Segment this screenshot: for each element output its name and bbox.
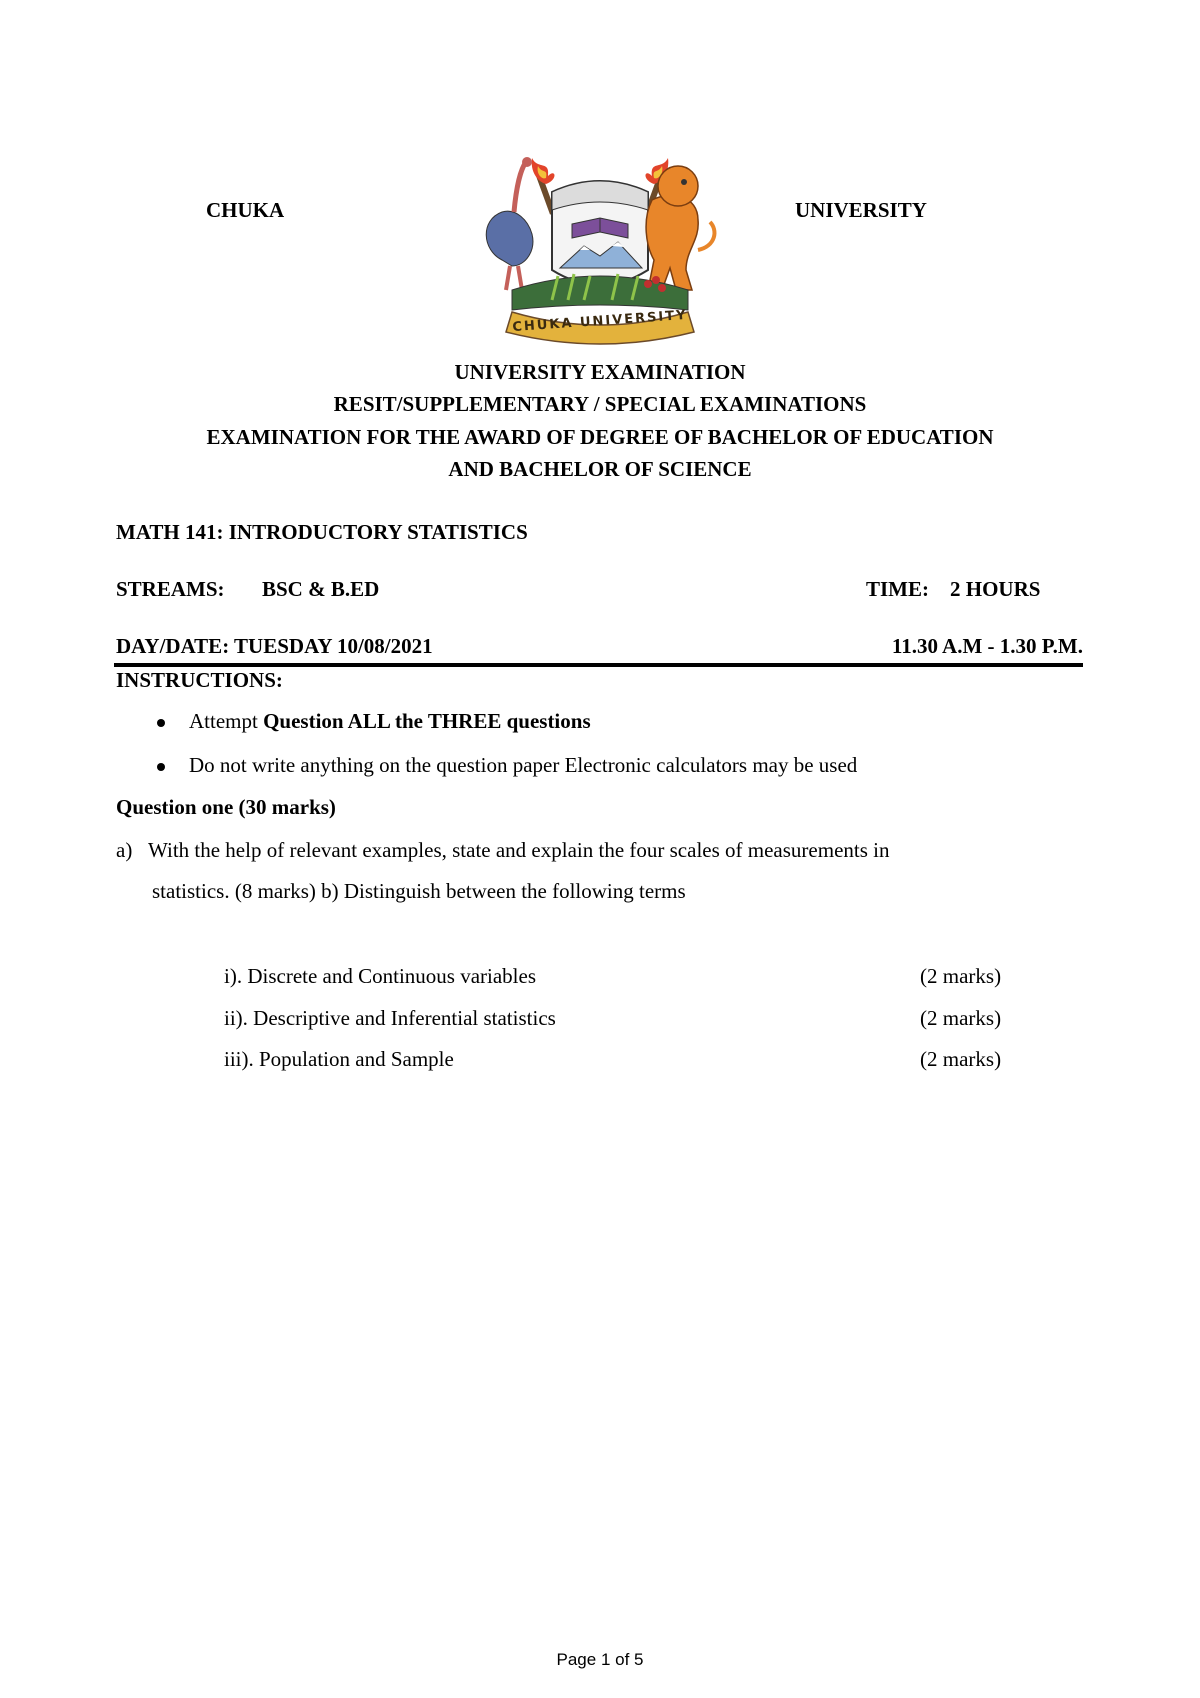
subpart-3-marks: (2 marks): [920, 1047, 1002, 1071]
part-a-line-1: With the help of relevant examples, state and explain the four scales of measurements in: [148, 838, 890, 862]
header-right-word: UNIVERSITY: [795, 198, 927, 222]
instruction-item-1: [189, 709, 591, 734]
course-title: MATH 141: INTRODUCTORY STATISTICS: [116, 520, 528, 544]
subpart-2-marks: (2 marks): [920, 1006, 1002, 1030]
instruction-1-prefix: Attempt: [189, 709, 264, 733]
question-one-heading: Question one (30 marks): [116, 795, 336, 819]
streams-value: BSC & B.ED: [262, 577, 380, 601]
title-line-3: EXAMINATION FOR THE AWARD OF DEGREE OF BACHELOR OF EDUCATION: [206, 425, 994, 449]
page-number-footer: Page 1 of 5: [556, 1650, 644, 1669]
bullet-dot-1: [157, 719, 165, 727]
instructions-heading: INSTRUCTIONS:: [116, 668, 283, 692]
time-value: 2 HOURS: [950, 577, 1041, 601]
university-crest-logo: [472, 150, 728, 350]
part-a-line-2: statistics. (8 marks) b) Distinguish between the following terms: [152, 879, 686, 903]
time-label: TIME:: [866, 577, 929, 601]
header-divider: [114, 663, 1083, 667]
crest-banner-text: CHUKA UNIVERSITY: [512, 307, 688, 336]
subpart-3-text: iii). Population and Sample: [224, 1047, 454, 1071]
instruction-1-bold: Question ALL the THREE questions: [263, 709, 591, 733]
title-line-4: AND BACHELOR OF SCIENCE: [448, 457, 752, 481]
subpart-2-text: ii). Descriptive and Inferential statistics: [224, 1006, 556, 1030]
bullet-dot-2: [157, 763, 165, 771]
header-left-word: CHUKA: [206, 198, 285, 222]
subpart-1-marks: (2 marks): [920, 964, 1002, 988]
exam-time-slot: 11.30 A.M - 1.30 P.M.: [891, 634, 1083, 658]
instruction-item-2: Do not write anything on the question paper Electronic calculators may be used: [189, 753, 858, 777]
exam-date: DAY/DATE: TUESDAY 10/08/2021: [116, 634, 433, 658]
title-line-2: RESIT/SUPPLEMENTARY / SPECIAL EXAMINATIONS: [333, 392, 867, 416]
part-a-label: a): [116, 838, 133, 862]
title-line-1: UNIVERSITY EXAMINATION: [454, 360, 746, 384]
subpart-1-text: i). Discrete and Continuous variables: [224, 964, 537, 988]
streams-label: STREAMS:: [116, 577, 225, 601]
